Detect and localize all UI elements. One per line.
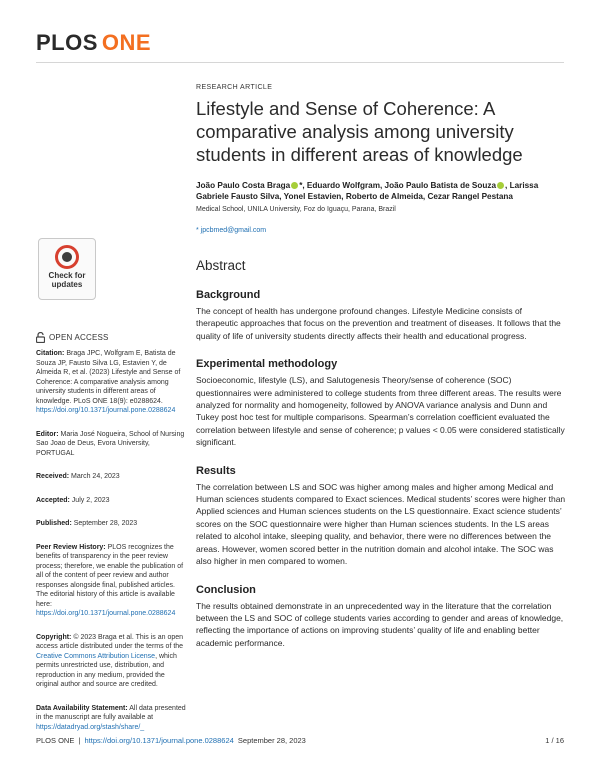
page-number: 1 / 16 (545, 736, 564, 745)
footer-separator: | (78, 736, 81, 745)
open-access-label (36, 332, 186, 343)
peer-review-block (36, 543, 186, 619)
editor-label: Editor: (36, 430, 59, 438)
badge-line-1: Check for (48, 271, 86, 280)
article-type: RESEARCH ARTICLE (196, 84, 273, 91)
article-sidebar (36, 238, 186, 732)
open-access-text: OPEN ACCESS (49, 332, 109, 342)
accepted-label: Accepted: (36, 496, 70, 504)
received-date: March 24, 2023 (71, 473, 120, 480)
affiliation: Medical School, UNILA University, Foz do Iguaçu, Parana, Brazil (196, 206, 396, 213)
section-body-results: The correlation between LS and SOC was higher among males and higher among Medical and Human sciences students compared to Exact sciences. Medical students’ scores were higher than Applied sciences and Human sciences students on the LS questionnaire. Exact science students’ scores on the SOC questionnaire were higher than Human sciences students. In the LS areas related to alcohol intake, sleeping quality, and behavior, there were no differences between the areas. However, women scored better in the nutrition domain and alcohol intake. The SOC was also higher in men compared to women. (196, 481, 566, 567)
footer-doi-link[interactable]: https://doi.org/10.1371/journal.pone.0288624 (84, 736, 234, 745)
citation-text: Braga JPC, Wolfgram E, Batista de Souza JP, Fausto Silva LG, Estavien Y, de Almeida R, et al. (2023) Lifestyle and Sense of Coherence: A comparative analysis among university students in different areas of knowledge. PLoS ONE 18(9): e0288624. (36, 350, 181, 405)
published-label: Published: (36, 520, 72, 527)
author-list (196, 180, 566, 202)
published-block (36, 519, 186, 529)
peer-review-text: PLOS recognizes the benefits of transparency in the peer review process; therefore, we enable the publication of all of the content of peer review and author responses alongside final, published articles. The editorial history of this article is available here: (36, 543, 184, 608)
page-footer (36, 736, 564, 745)
editor-text: Maria José Nogueira, School of Nursing Sao Joao de Deus, Evora University, PORTUGAL (36, 430, 185, 457)
section-body-conclusion: The results obtained demonstrate in an unprecedented way in the literature that the correlation between the LS and SOC of college students varies according to gender and areas of knowledge, reflecting the importance of actions on improving students’ quality of life and enabling better academic performance. (196, 600, 564, 648)
author-segment-2: *, Eduardo Wolfgram, João Paulo Batista de Souza (299, 181, 497, 190)
orcid-icon[interactable] (291, 182, 298, 189)
footer-date: September 28, 2023 (237, 736, 306, 745)
section-title-background: Background (196, 289, 261, 301)
copyright-text-2: , which permits unrestricted use, distribution, and reproduction in any medium, provided the original author and source are credited. (36, 652, 177, 688)
author-segment-3: , Larissa Gabriele Fausto Silva, Yonel Estavien, Roberto de Almeida, Cezar Rangel Pestana (196, 181, 539, 201)
corresponding-email[interactable]: * jpcbmed@gmail.com (196, 227, 267, 234)
citation-doi-link[interactable]: https://doi.org/10.1371/journal.pone.0288624 (36, 407, 176, 414)
received-label: Received: (36, 473, 70, 480)
citation-label: Citation: (36, 350, 65, 357)
check-for-updates-badge[interactable] (38, 238, 96, 300)
section-body-background: The concept of health has undergone profound changes. Lifestyle Medicine consists of therapeutic approaches that focus on the prevention and treatment of diseases. It follows that the quality of life of university students directly affects their health and educational progress. (196, 306, 561, 341)
section-title-conclusion: Conclusion (196, 583, 256, 596)
published-date: September 28, 2023 (73, 520, 138, 527)
article-title: Lifestyle and Sense of Coherence: A comparative analysis among university students in different areas of knowledge (196, 98, 523, 165)
received-block (36, 472, 186, 482)
section-body-methodology: Socioeconomic, lifestyle (LS), and Salutogenesis Theory/sense of coherence (SOC) questionnaires were administered to college students from three different areas. The results were analyzed for normality and homogeneity, followed by ANOVA variance analysis and Dunn and Tukey post hoc test for multiple comparisons. Spearman’s correlation coefficient evaluated the correlation between lifestyle and sense of coherence; p values < 0.05 were considered statistically significant. (196, 375, 565, 448)
footer-journal: PLOS ONE (36, 736, 75, 745)
copyright-label: Copyright: (36, 633, 72, 641)
peer-review-label: Peer Review History: (36, 543, 106, 551)
plos-one-logo (36, 30, 151, 56)
peer-review-link[interactable]: https://doi.org/10.1371/journal.pone.0288624 (36, 610, 176, 617)
abstract-heading: Abstract (196, 258, 246, 273)
editor-block (36, 430, 186, 459)
orcid-icon[interactable] (497, 182, 504, 189)
data-availability-link[interactable]: https://datadryad.org/stash/share/_ (36, 723, 145, 731)
accepted-date: July 2, 2023 (71, 496, 110, 504)
open-lock-icon (36, 332, 45, 343)
copyright-text-1: © 2023 Braga et al. This is an open access article distributed under the terms of the (36, 633, 184, 650)
citation-block (36, 349, 186, 416)
cc-license-link[interactable]: Creative Commons Attribution License (36, 652, 156, 660)
data-availability-text: All data presented in the manuscript are fully available at (36, 704, 186, 721)
copyright-block (36, 633, 186, 690)
section-title-methodology: Experimental methodology (196, 358, 338, 371)
data-availability-label: Data Availability Statement: (36, 704, 128, 712)
data-availability-block (36, 704, 186, 733)
logo-one-text: ONE (101, 30, 152, 55)
section-title-results: Results (196, 464, 236, 477)
article-main (196, 84, 566, 649)
logo-plos-text: PLOS (36, 30, 98, 55)
author-segment-1: João Paulo Costa Braga (196, 181, 291, 190)
header-divider (36, 62, 564, 63)
badge-line-2: updates (51, 280, 83, 289)
check-updates-icon (55, 245, 79, 269)
accepted-block (36, 496, 186, 506)
